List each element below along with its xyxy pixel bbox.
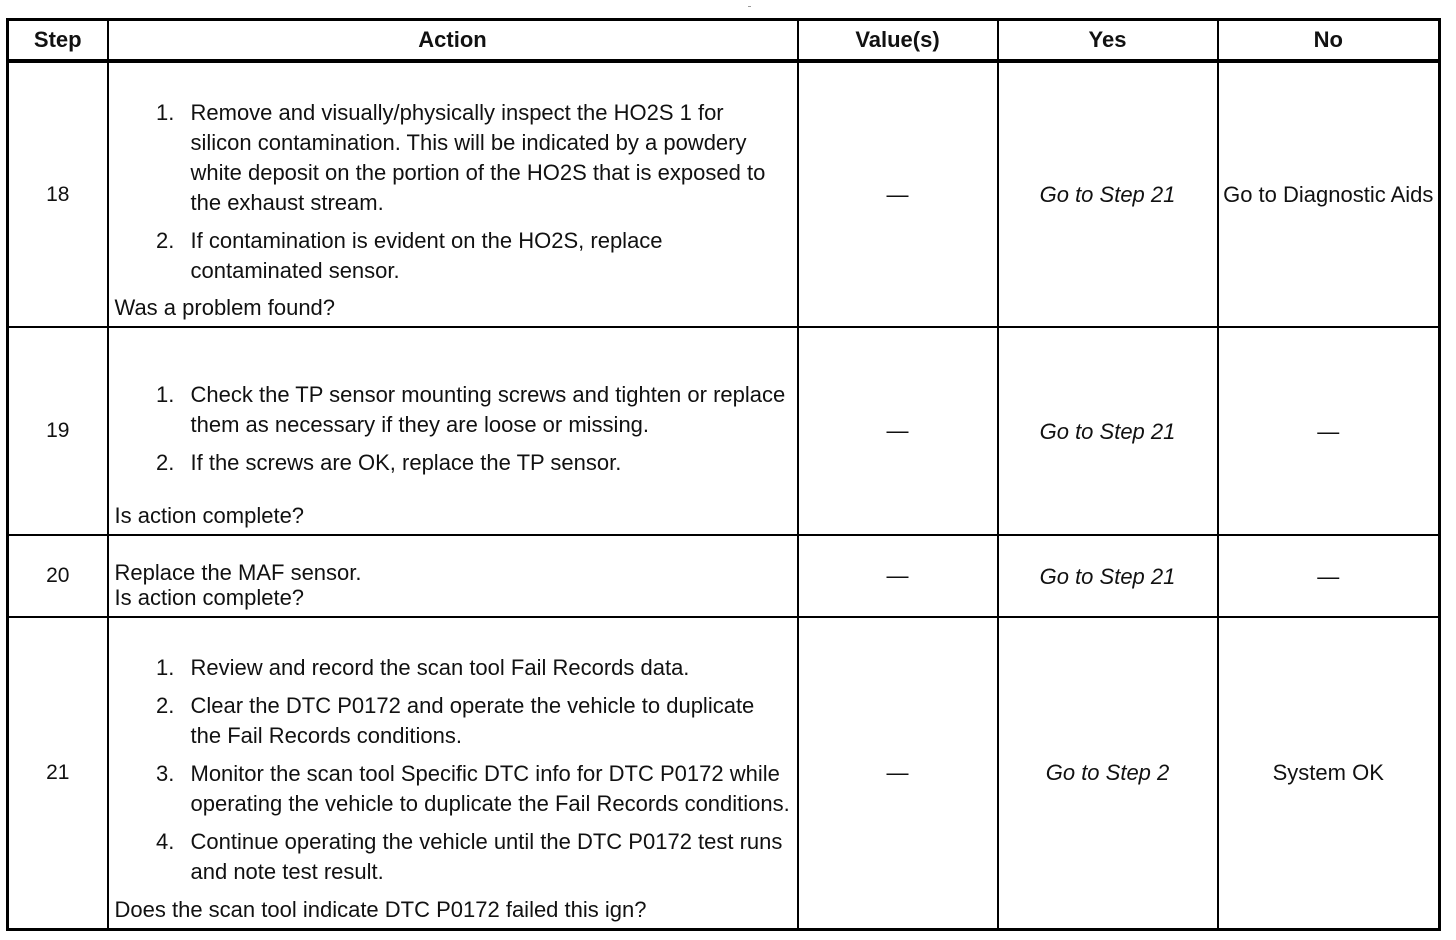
action-list xyxy=(109,95,797,286)
table-row-step-18 xyxy=(8,61,1440,327)
yes-cell: Go to Step 2 xyxy=(998,617,1218,929)
action-cell xyxy=(108,617,798,929)
step-number: 18 xyxy=(8,61,108,327)
table-row-step-21 xyxy=(8,617,1440,929)
table-row-step-19 xyxy=(8,327,1440,535)
no-cell: — xyxy=(1218,327,1440,535)
header-action: Action xyxy=(108,20,798,62)
no-cell: System OK xyxy=(1218,617,1440,929)
scan-speck xyxy=(748,6,751,7)
table-row-step-20 xyxy=(8,535,1440,617)
value-cell: — xyxy=(798,61,998,327)
action-cell xyxy=(108,61,798,327)
action-question: Was a problem found? xyxy=(114,295,336,320)
header-yes: Yes xyxy=(998,20,1218,62)
action-question: Is action complete? xyxy=(114,503,305,528)
action-item: 4. Continue operating the vehicle until the DTC P0172 test runs and note test result. xyxy=(181,827,791,887)
yes-cell: Go to Step 21 xyxy=(998,61,1218,327)
action-item: 3. Monitor the scan tool Specific DTC info for DTC P0172 while operating the vehicle to duplicate the Fail Records conditions. xyxy=(181,759,791,819)
action-cell xyxy=(108,327,798,535)
header-step: Step xyxy=(8,20,108,62)
no-cell: — xyxy=(1218,535,1440,617)
action-item: 1. Remove and visually/physically inspect the HO2S 1 for silicon contamination. This will be indicated by a powdery white deposit on the portion of the HO2S that is exposed to the exhaust stream. xyxy=(181,98,791,218)
action-question: Does the scan tool indicate DTC P0172 failed this ign? xyxy=(114,896,647,922)
action-list xyxy=(109,377,797,478)
diagnostic-table xyxy=(6,18,1441,931)
action-text: Replace the MAF sensor. xyxy=(114,559,362,585)
header-values: Value(s) xyxy=(798,20,998,62)
action-item: 1. Check the TP sensor mounting screws and tighten or replace them as necessary if they are loose or missing. xyxy=(181,380,791,440)
value-cell: — xyxy=(798,327,998,535)
action-cell xyxy=(108,535,798,617)
action-item: 1. Review and record the scan tool Fail Records data. xyxy=(181,653,791,683)
action-item: 2. If contamination is evident on the HO2S, replace contaminated sensor. xyxy=(181,226,791,286)
action-item: 2. Clear the DTC P0172 and operate the vehicle to duplicate the Fail Records conditions. xyxy=(181,691,791,751)
header-no: No xyxy=(1218,20,1440,62)
action-list xyxy=(109,650,797,887)
step-number: 19 xyxy=(8,327,108,535)
action-item: 2. If the screws are OK, replace the TP sensor. xyxy=(181,448,791,478)
yes-cell: Go to Step 21 xyxy=(998,327,1218,535)
value-cell: — xyxy=(798,617,998,929)
no-cell: Go to Diagnostic Aids xyxy=(1218,61,1440,327)
yes-cell: Go to Step 21 xyxy=(998,535,1218,617)
action-question: Is action complete? xyxy=(114,585,305,610)
step-number: 21 xyxy=(8,617,108,929)
header-row xyxy=(8,20,1440,62)
step-number: 20 xyxy=(8,535,108,617)
value-cell: — xyxy=(798,535,998,617)
